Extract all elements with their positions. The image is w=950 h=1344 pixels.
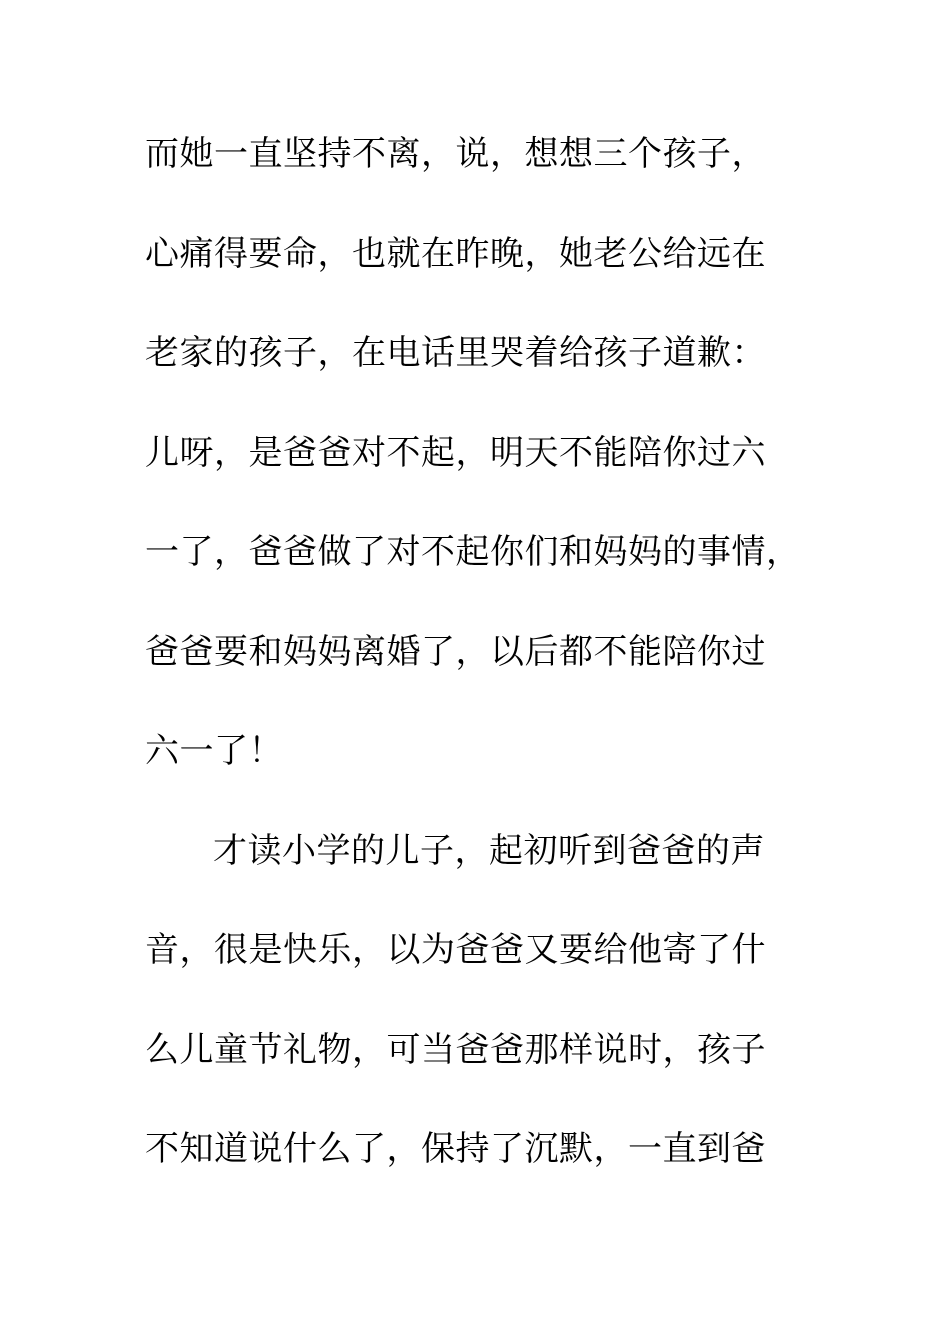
- text-line: 音，很是快乐，以为爸爸又要给他寄了什: [145, 930, 766, 970]
- text-line: 而她一直坚持不离，说，想想三个孩子，: [145, 134, 766, 174]
- text-line: 爸爸要和妈妈离婚了，以后都不能陪你过: [145, 631, 766, 672]
- text-line: 心痛得要命，也就在昨晚，她老公给远在: [145, 233, 766, 274]
- text-line: 不知道说什么了，保持了沉默，一直到爸: [145, 1129, 766, 1169]
- text-line: 六一了！: [145, 731, 283, 771]
- text-line: 儿呀，是爸爸对不起，明天不能陪你过六: [145, 432, 766, 473]
- text-line: 老家的孩子，在电话里哭着给孩子道歉：: [145, 333, 766, 373]
- body-text: [145, 124, 825, 1219]
- text-line: 么儿童节礼物，可当爸爸那样说时，孩子: [145, 1029, 766, 1070]
- text-line: 一了，爸爸做了对不起你们和妈妈的事情，: [145, 532, 801, 572]
- paragraph-start-line: 才读小学的儿子，起初听到爸爸的声: [213, 830, 765, 871]
